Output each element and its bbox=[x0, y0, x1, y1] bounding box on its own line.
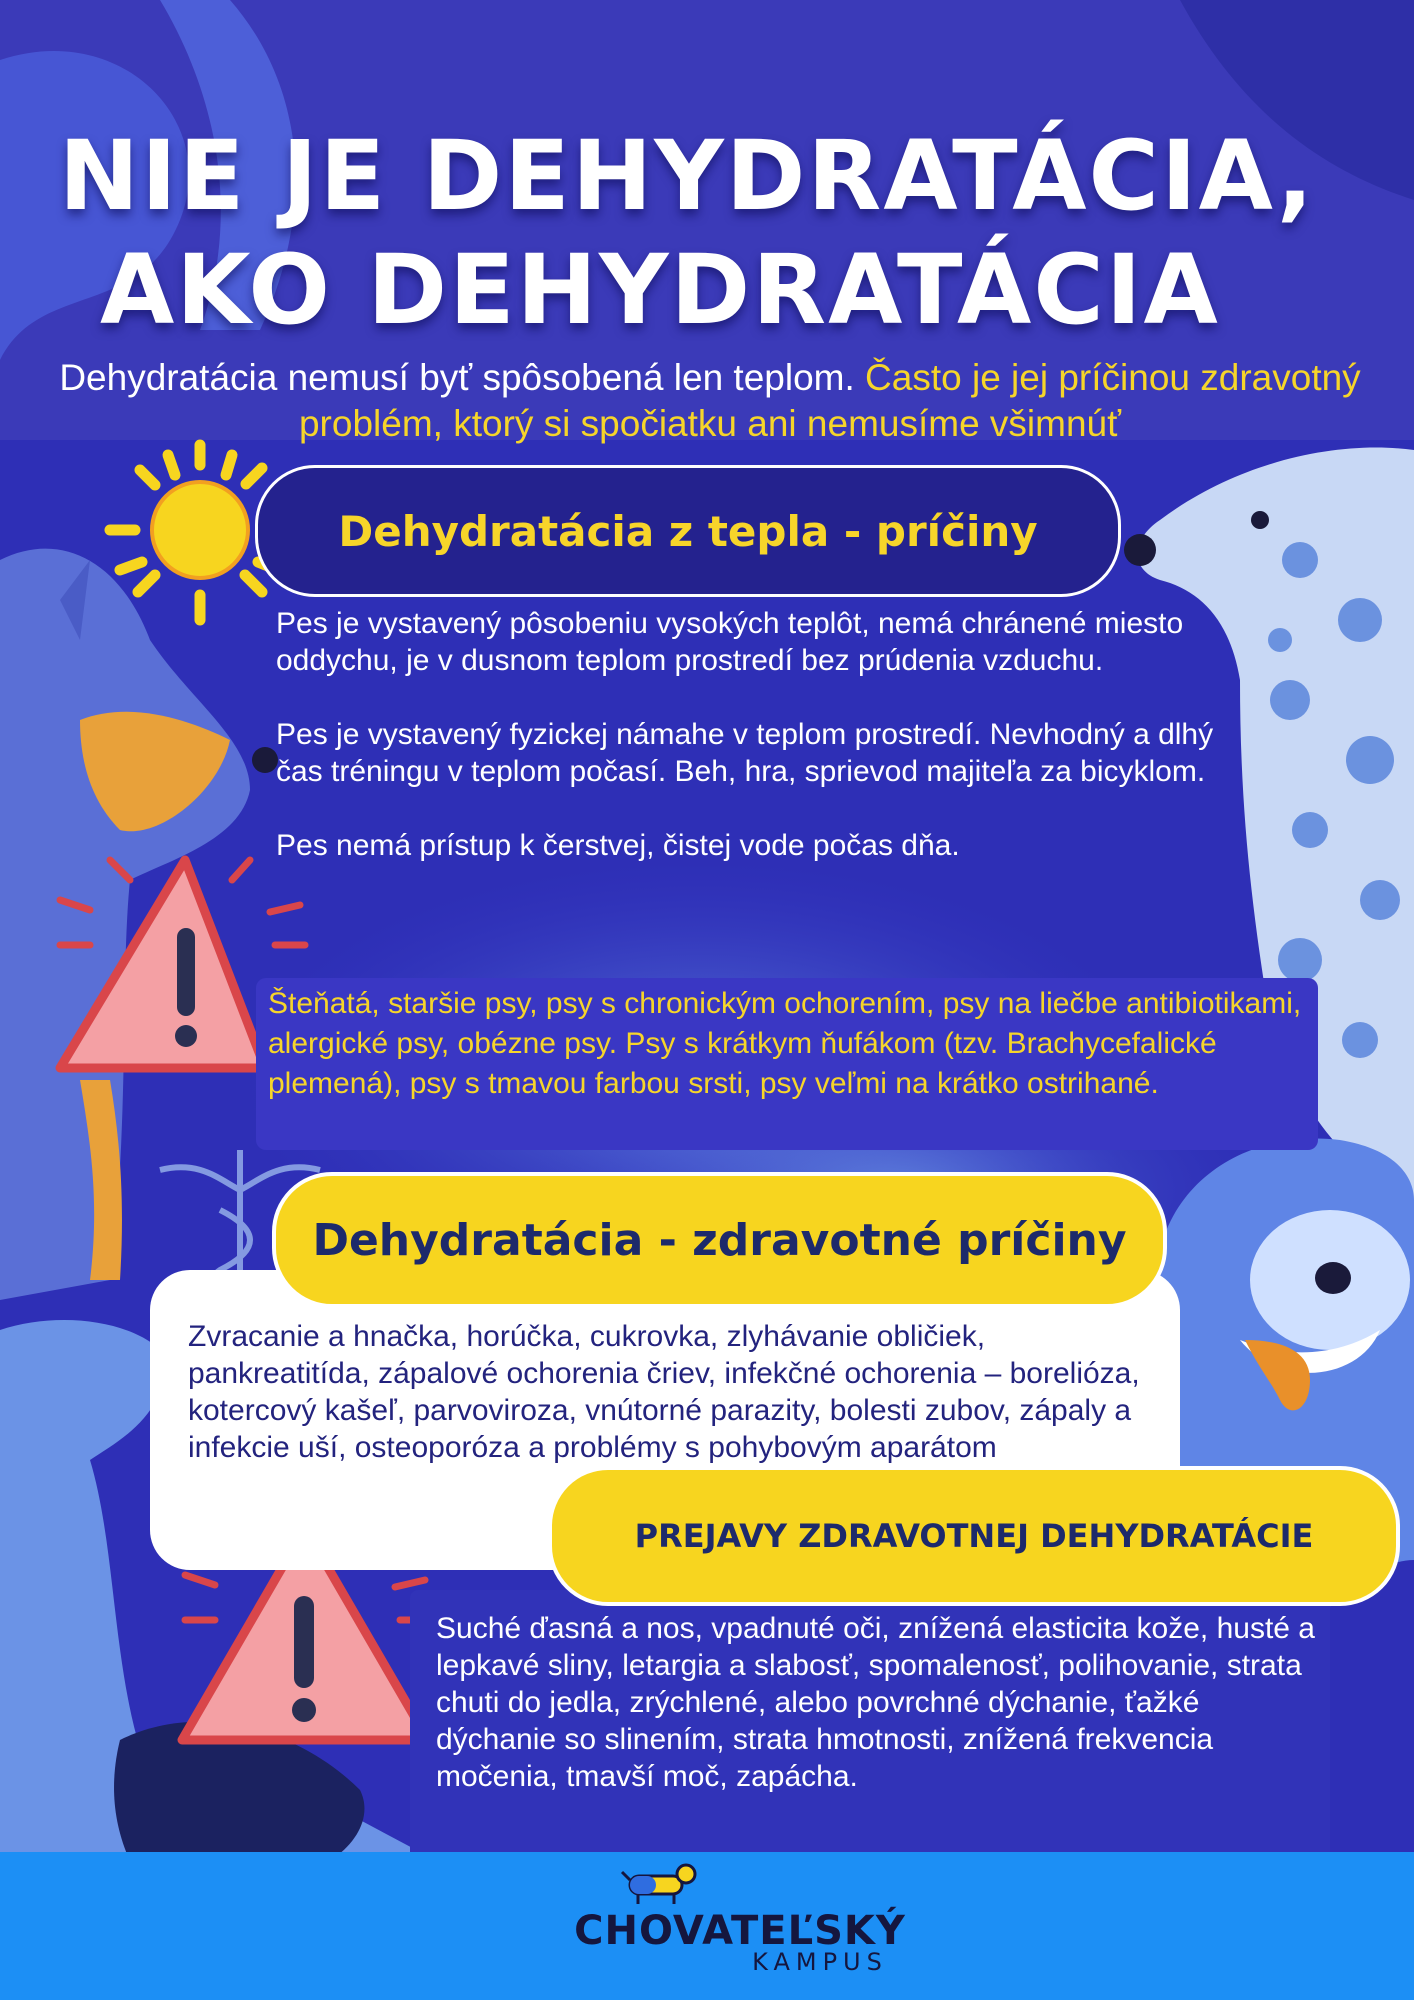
signs-text: Suché ďasná a nos, vpadnuté oči, znížená elasticita kože, husté a lepkavé sliny, letargia a slabosť, spomalenosť, polihovanie, strata chuti do jedla, zrýchlené, alebo povrchné dýchanie, ťažké dýchanie so slinením, strata hmotnosti, znížená frekvencia močenia, tmavší moč, zapácha. bbox=[436, 1612, 1315, 1793]
heat-causes-list bbox=[276, 605, 1236, 901]
risk-groups-text: Šteňatá, staršie psy, psy s chronickým ochorením, psy na liečbe antibiotikami, alergické psy, obézne psy. Psy s krátkym ňufákom (tzv. Brachycefalické plemená), psy s tmavou farbou srsti, psy veľmi na krátko ostrihané. bbox=[268, 987, 1302, 1100]
heat-causes-heading: Dehydratácia z tepla - príčiny bbox=[255, 465, 1121, 597]
page-title-line1: NIE JE DEHYDRATÁCIA, bbox=[58, 120, 1316, 232]
subtitle-yellow: Často je jej príčinou zdravotný problém, ktorý si spočiatku ani nemusíme všimnúť bbox=[298, 357, 1361, 444]
heat-cause-2: Pes je vystavený fyzickej námahe v teplom prostredí. Nevhodný a dlhý čas tréningu v teplom počasí. Beh, hra, sprievod majiteľa za bicyklom. bbox=[276, 718, 1214, 788]
subtitle bbox=[30, 355, 1390, 447]
health-causes-text: Zvracanie a hnačka, horúčka, cukrovka, zlyhávanie obličiek, pankreatitída, zápalové ochorenia čriev, infekčné ochorenia – borelióza, kotercový kašeľ, parvoviroza, vnútorné parazity, bolesti zubov, zápaly a infekcie uší, osteoporóza a problémy s pohybovým aparátom bbox=[188, 1320, 1140, 1464]
logo-subtitle: KAMPUS bbox=[752, 1948, 888, 1976]
dachshund-logo-icon bbox=[620, 1862, 700, 1908]
heat-cause-3: Pes nemá prístup k čerstvej, čistej vode počas dňa. bbox=[276, 829, 960, 862]
signs-heading: PREJAVY ZDRAVOTNEJ DEHYDRATÁCIE bbox=[548, 1466, 1400, 1606]
heat-cause-1: Pes je vystavený pôsobeniu vysokých teplôt, nemá chránené miesto oddychu, je v dusnom teplom prostredí bez prúdenia vzduchu. bbox=[276, 607, 1184, 677]
logo-title: CHOVATEĽSKÝ bbox=[574, 1908, 906, 1954]
page-title-line2: AKO DEHYDRATÁCIA bbox=[100, 234, 1220, 346]
subtitle-white: Dehydratácia nemusí byť spôsobená len teplom. bbox=[59, 357, 855, 398]
health-causes-heading: Dehydratácia - zdravotné príčiny bbox=[272, 1172, 1167, 1308]
